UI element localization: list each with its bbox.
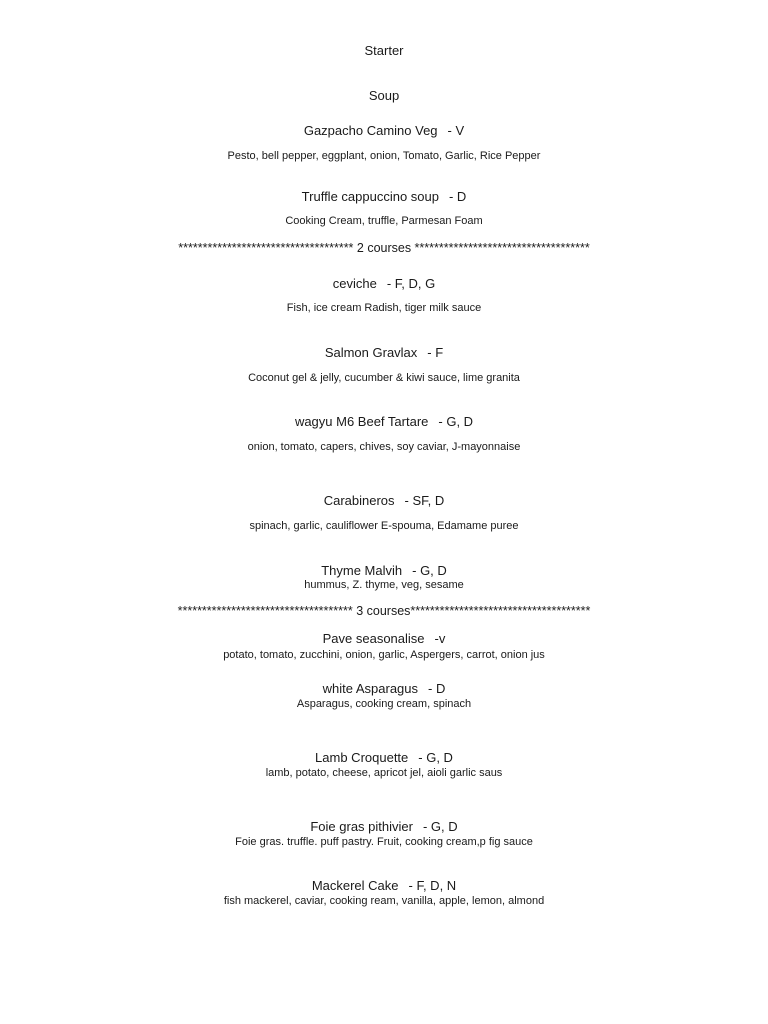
dish-description: potato, tomato, zucchini, onion, garlic, Aspergers, carrot, onion jus [223, 649, 545, 661]
dish-title [0, 682, 768, 695]
dish-name: wagyu M6 Beef Tartare [294, 414, 429, 429]
dish-description: Cooking Cream, truffle, Parmesan Foam [285, 215, 483, 227]
dish-name: ceviche [332, 276, 377, 291]
dish-tag: -v [434, 631, 446, 646]
dish-title [0, 879, 768, 892]
dish-description: fish mackerel, caviar, cooking ream, vanilla, apple, lemon, almond [223, 895, 545, 907]
dish-title [0, 820, 768, 833]
divider-3-courses: ************************************ 3 courses************************************* [177, 604, 591, 618]
dish-name: Mackerel Cake [311, 878, 399, 893]
dish-title [0, 751, 768, 764]
dish-tag: - F, D, G [386, 276, 436, 291]
dish-name: Pave seasonalise [322, 631, 425, 646]
section-title-starter: Starter [364, 43, 404, 58]
section-title-soup: Soup [368, 88, 400, 103]
dish-description: Asparagus, cooking cream, spinach [296, 698, 472, 710]
dish-title [0, 415, 768, 428]
dish-tag: - V [447, 123, 465, 138]
dish-tag: - D [448, 189, 467, 204]
dish-name: Gazpacho Camino Veg [303, 123, 438, 138]
dish-name: Salmon Gravlax [324, 345, 418, 360]
dish-description: onion, tomato, capers, chives, soy caviar, J-mayonnaise [247, 441, 521, 453]
dish-description: lamb, potato, cheese, apricot jel, aioli garlic saus [265, 767, 503, 779]
dish-description: Coconut gel & jelly, cucumber & kiwi sauce, lime granita [248, 372, 520, 384]
dish-name: Lamb Croquette [315, 750, 409, 765]
dish-title [0, 564, 768, 577]
dish-tag: - D [428, 681, 446, 696]
dish-description: Fish, ice cream Radish, tiger milk sauce [286, 302, 482, 314]
dish-tag: - G, D [418, 750, 453, 765]
dish-tag: - F, D, N [408, 878, 457, 893]
dish-description: Foie gras. truffle. puff pastry. Fruit, cooking cream,p fig sauce [235, 836, 533, 848]
dish-description: Pesto, bell pepper, eggplant, onion, Tomato, Garlic, Rice Pepper [227, 150, 541, 162]
dish-title [0, 277, 768, 290]
dish-name: white Asparagus [322, 681, 419, 696]
dish-tag: - F [427, 345, 444, 360]
divider-2-courses: ************************************ 2 courses ************************************ [178, 241, 590, 255]
dish-description: spinach, garlic, cauliflower E-spouma, Edamame puree [249, 520, 519, 532]
dish-name: Thyme Malvih [321, 563, 403, 578]
dish-tag: - G, D [412, 563, 447, 578]
dish-title [0, 124, 768, 137]
dish-description: hummus, Z. thyme, veg, sesame [304, 579, 464, 591]
dish-name: Truffle cappuccino soup [301, 189, 439, 204]
dish-title [0, 346, 768, 359]
dish-title [0, 632, 768, 645]
dish-tag: - SF, D [404, 493, 445, 508]
dish-tag: - G, D [438, 414, 474, 429]
dish-title [0, 190, 768, 203]
dish-name: Carabineros [323, 493, 395, 508]
dish-title [0, 494, 768, 507]
dish-tag: - G, D [422, 819, 458, 834]
dish-name: Foie gras pithivier [310, 819, 413, 834]
